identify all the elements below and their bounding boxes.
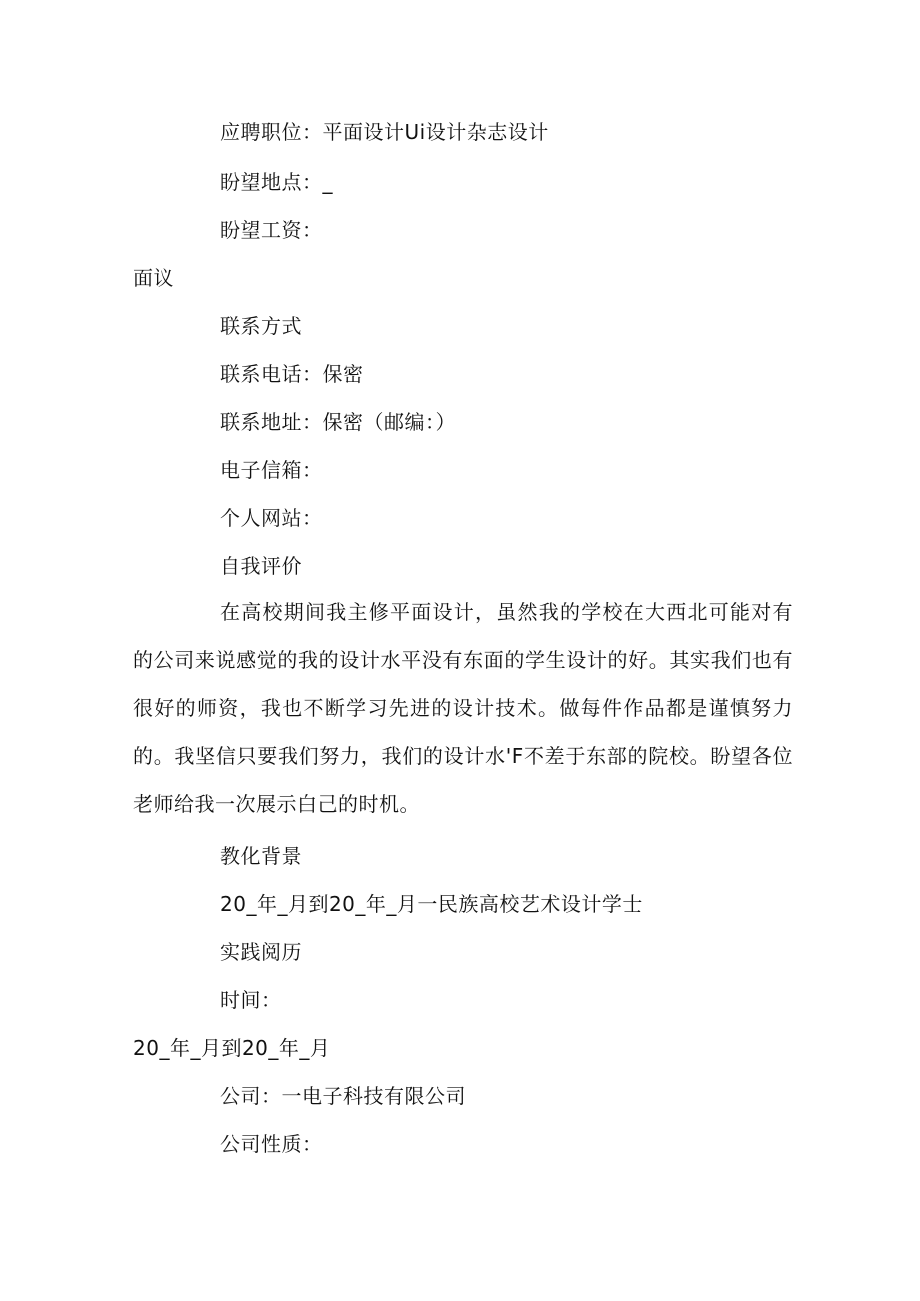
self-evaluation-heading: 自我评价 xyxy=(220,554,302,578)
company-type: 公司性质： xyxy=(220,1132,323,1156)
contact-email: 电子信箱： xyxy=(220,458,323,482)
company-name: 公司：一电子科技有限公司 xyxy=(220,1084,466,1108)
desired-salary-label: 盼望工资： xyxy=(220,218,323,242)
contact-address: 联系地址：保密（邮编：） xyxy=(220,410,456,434)
education-heading: 教化背景 xyxy=(220,844,302,868)
personal-website: 个人网站： xyxy=(220,506,323,530)
self-evaluation-paragraph: 在高校期间我主修平面设计，虽然我的学校在大西北可能对有的公司来说感觉的我的设计水平没有东面的学生设计的好。其实我们也有很好的师资，我也不断学习先进的设计技术。做每件作品都是谨慎努力的。我坚信只要我们努力，我们的设计水'F不差于东部的院校。盼望各位老师给我一次展示白己的时机。 xyxy=(133,600,793,816)
time-value: 20_年_月到20_年_月 xyxy=(133,1036,331,1060)
desired-salary-value: 面议 xyxy=(133,266,174,290)
contact-heading: 联系方式 xyxy=(220,314,302,338)
experience-heading: 实践阅历 xyxy=(220,940,302,964)
desired-location: 盼望地点：_ xyxy=(220,170,333,194)
desired-position: 应聘职位：平面设计Ui设计杂志设计 xyxy=(220,120,549,144)
time-label: 时间： xyxy=(220,988,282,1012)
contact-phone: 联系电话：保密 xyxy=(220,362,364,386)
education-entry: 20_年_月到20_年_月一民族高校艺术设计学士 xyxy=(220,892,643,916)
